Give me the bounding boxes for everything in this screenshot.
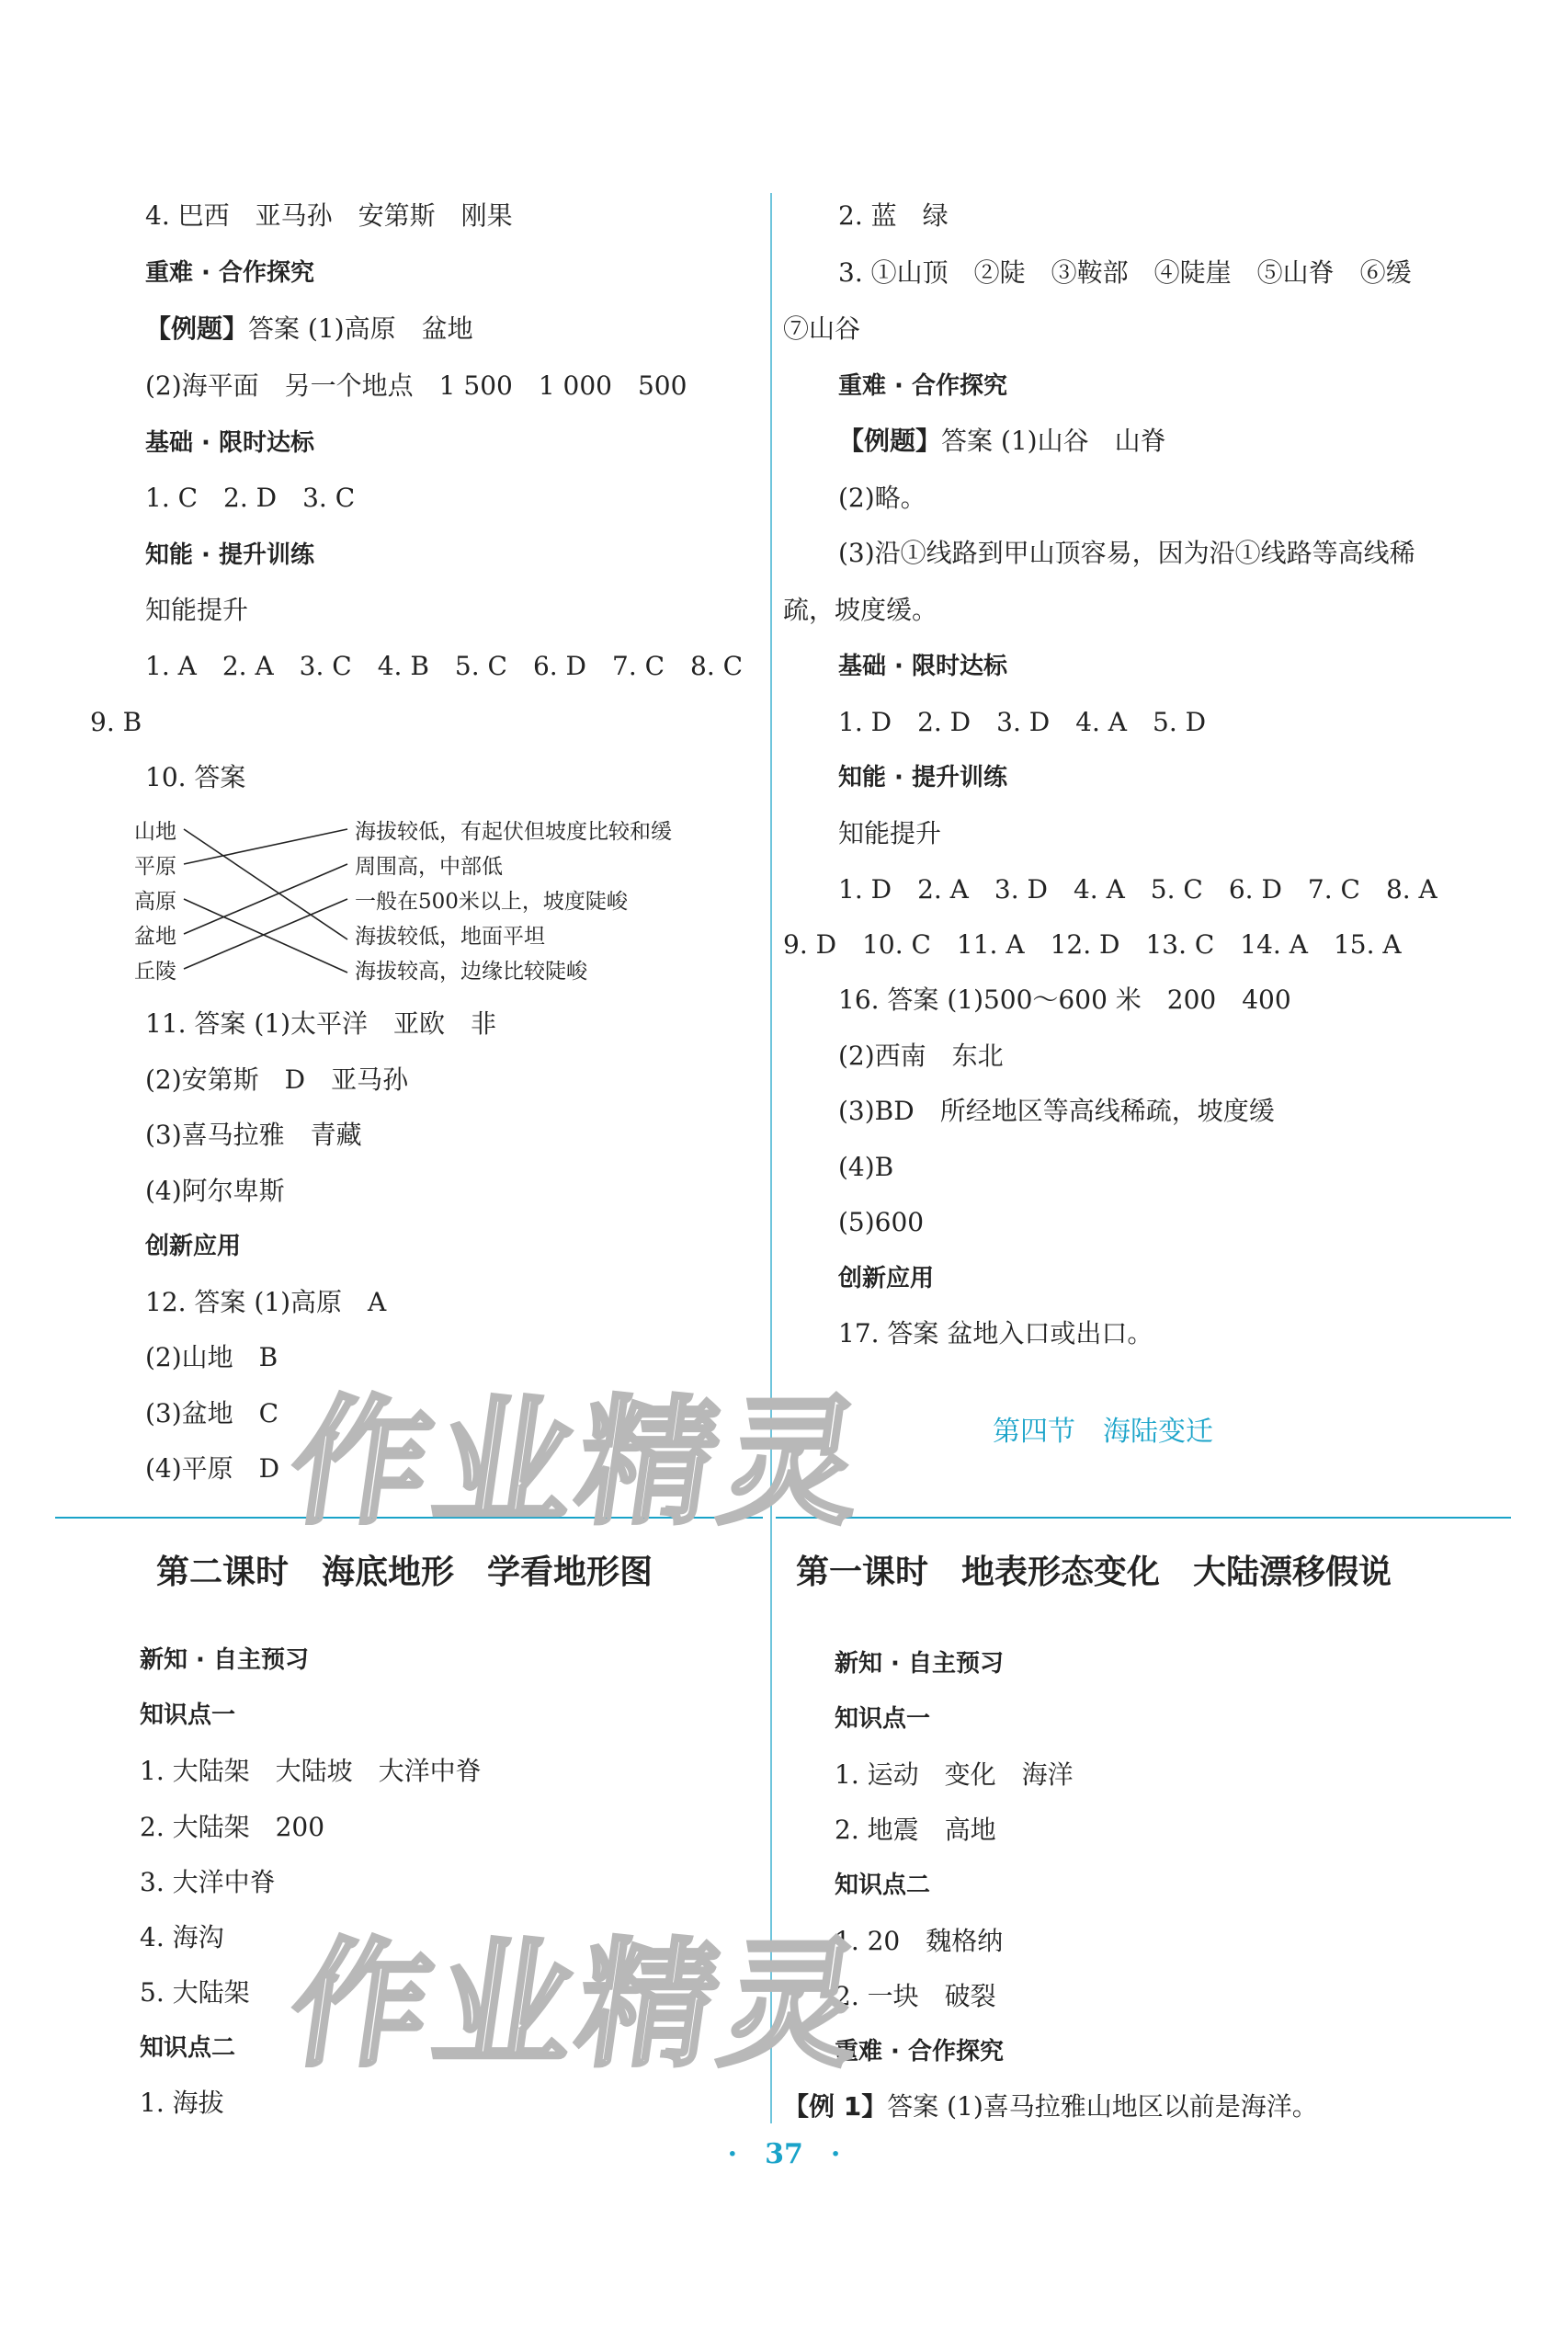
matching-diagram [127,809,715,984]
answer-line: (4)阿尔卑斯 [145,1176,285,1206]
answer-line: 2. 大陆架 200 [140,1812,325,1842]
answer-line: 3. 大洋中脊 [140,1867,276,1897]
section-heading: 重难 · 合作探究 [145,259,314,287]
section-heading: 创新应用 [838,1265,935,1292]
answer-line: ⑦山谷 [783,313,861,344]
knowledge-point-heading: 知识点二 [835,1872,931,1899]
answer-line: (2)略。 [838,483,926,513]
answer-line: (4)平原 D [145,1453,280,1484]
answer-line: 1. 20 魏格纳 [835,1926,1004,1956]
answer-line: 1. 大陆架 大陆坡 大洋中脊 [140,1756,482,1786]
example-text: 答案 (1)高原 盆地 [248,313,473,344]
answer-line: 9. D 10. C 11. A 12. D 13. C 14. A 15. A [783,929,1402,960]
section-rule [776,1517,1511,1519]
section-heading: 新知 · 自主预习 [835,1650,1004,1678]
answer-line: (2)海平面 另一个地点 1 500 1 000 500 [145,370,687,401]
answer-line: 10. 答案 [145,762,246,792]
lesson-title: 第一课时 地表形态变化 大陆漂移假说 [796,1553,1392,1591]
example-answer [145,311,473,347]
section-heading: 基础 · 限时达标 [838,653,1007,680]
answer-line: 16. 答案 (1)500～600 米 200 400 [838,984,1291,1015]
example-text: 答案 (1)山谷 山脊 [941,426,1166,456]
answer-line: 9. B [90,707,142,737]
match-left-item: 丘陵 [134,960,176,984]
answer-line: 1. 海拔 [140,2088,224,2118]
answer-line: (5)600 [838,1207,925,1237]
example-label: 【例题】 [145,313,249,344]
example-answer [783,2088,1318,2125]
answer-line: 3. ①山顶 ②陡 ③鞍部 ④陡崖 ⑤山脊 ⑥缓 [838,257,1412,288]
knowledge-point-heading: 知识点一 [835,1705,931,1733]
match-right-item: 海拔较低，有起伏但坡度比较和缓 [355,820,672,844]
watermark: 作业精灵 [280,1926,878,2086]
match-right-item: 海拔较高，边缘比较陡峻 [355,960,587,984]
example-answer [838,423,1166,460]
match-left-item: 高原 [134,890,176,914]
subheading: 知能提升 [838,818,942,848]
subheading: 知能提升 [145,595,249,625]
answer-line: 4. 巴西 亚马孙 安第斯 刚果 [145,200,513,231]
answer-line: 1. 运动 变化 海洋 [835,1759,1074,1790]
section-heading: 基础 · 限时达标 [145,429,314,457]
match-right-item: 海拔较低，地面平坦 [355,925,545,949]
example-text: 答案 (1)喜马拉雅山地区以前是海洋。 [887,2091,1318,2122]
answer-line: (2)安第斯 D 亚马孙 [145,1064,409,1095]
section-heading: 新知 · 自主预习 [140,1646,309,1674]
answer-line: (2)山地 B [145,1342,278,1372]
answer-line: 1. D 2. A 3. D 4. A 5. C 6. D 7. C 8. A [838,874,1437,905]
section-title: 第四节 海陆变迁 [993,1416,1213,1448]
section-heading: 重难 · 合作探究 [835,2038,1004,2066]
example-label: 【例 1】 [783,2091,888,2122]
page-number: · 37 · [727,2138,841,2170]
watermark: 作业精灵 [280,1383,878,1543]
answer-line: 1. D 2. D 3. D 4. A 5. D [838,707,1207,737]
answer-line: 1. A 2. A 3. C 4. B 5. C 6. D 7. C 8. C [145,651,744,681]
answer-line: 2. 地震 高地 [835,1815,996,1845]
answer-line: (2)西南 东北 [838,1041,1004,1071]
example-label: 【例题】 [838,426,942,456]
answer-line: (4)B [838,1152,894,1182]
match-left-item: 盆地 [134,925,176,949]
section-heading: 创新应用 [145,1233,242,1260]
section-heading: 知能 · 提升训练 [838,764,1007,791]
answer-line: (3)沿①线路到甲山顶容易，因为沿①线路等高线稀 [838,538,1415,568]
match-right-item: 周围高，中部低 [355,855,503,879]
answer-line: 17. 答案 盆地入口或出口。 [838,1318,1153,1349]
answer-line: (3)盆地 C [145,1398,279,1428]
answer-line: 1. C 2. D 3. C [145,483,356,513]
answer-line: 4. 海沟 [140,1922,224,1952]
section-heading: 知能 · 提升训练 [145,541,314,569]
answer-line: 2. 蓝 绿 [838,200,949,231]
match-left-item: 平原 [134,855,176,879]
lesson-title: 第二课时 海底地形 学看地形图 [156,1553,653,1591]
answer-line: 5. 大陆架 [140,1977,250,2008]
answer-line: 2. 一块 破裂 [835,1981,996,2011]
answer-line: (3)BD 所经地区等高线稀疏，坡度缓 [838,1096,1275,1126]
answer-line: 11. 答案 (1)太平洋 亚欧 非 [145,1008,496,1039]
knowledge-point-heading: 知识点一 [140,1701,236,1729]
answer-line: (3)喜马拉雅 青藏 [145,1120,362,1150]
answer-line: 疏，坡度缓。 [783,595,938,625]
answer-line: 12. 答案 (1)高原 A [145,1287,387,1317]
knowledge-point-heading: 知识点二 [140,2034,236,2062]
section-heading: 重难 · 合作探究 [838,372,1007,400]
match-right-item: 一般在500米以上，坡度陡峻 [355,890,628,914]
column-divider [770,193,772,2123]
match-left-item: 山地 [134,820,176,844]
